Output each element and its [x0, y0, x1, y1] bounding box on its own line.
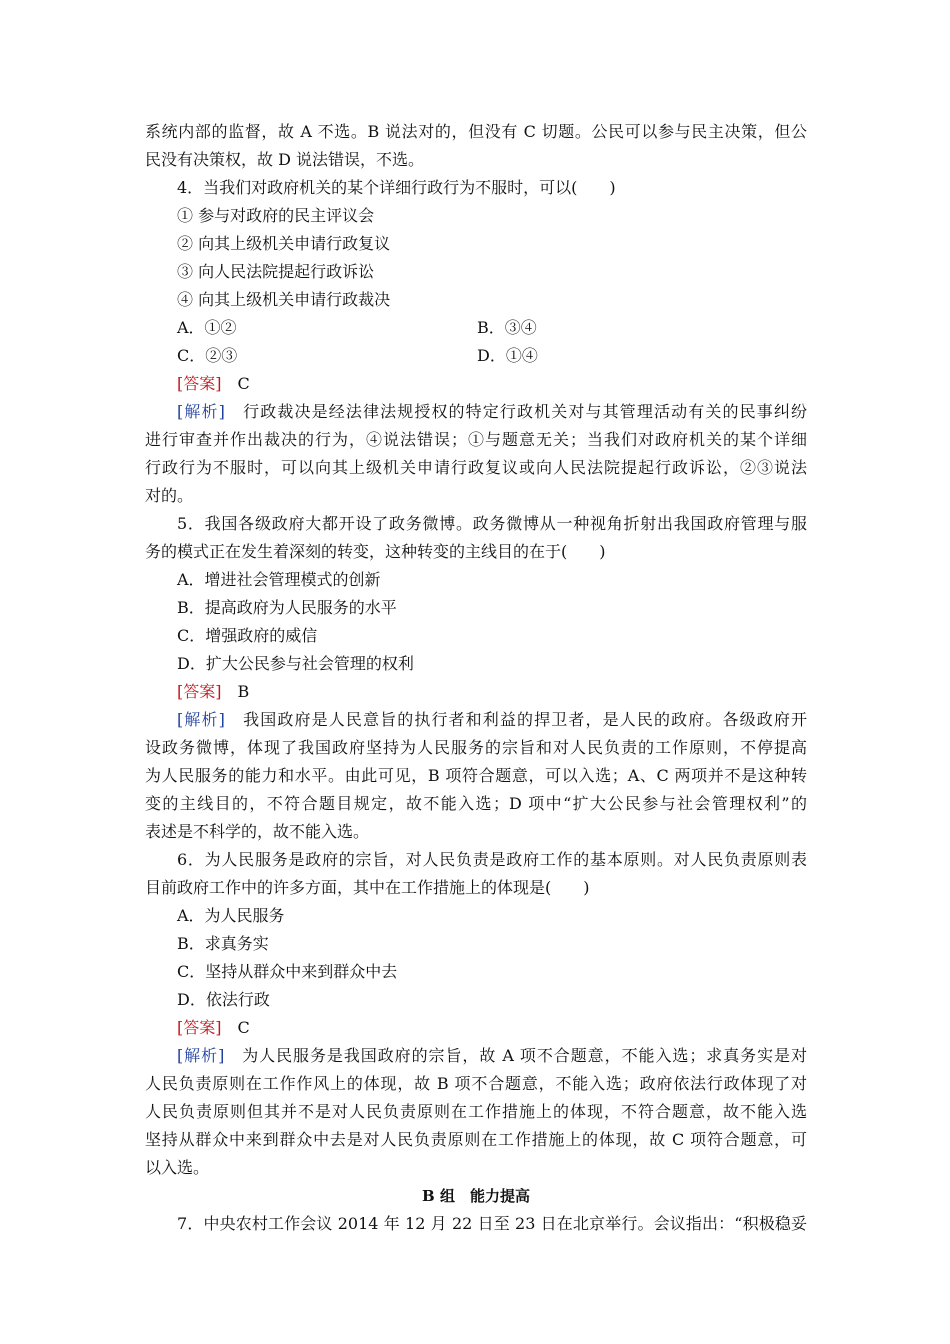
- q6-option: A．为人民服务: [177, 906, 285, 925]
- q4-option-a: A．①②: [177, 318, 237, 337]
- document-page: [145, 118, 807, 1238]
- q5-option: C．增强政府的威信: [177, 626, 318, 645]
- q4-item: ① 参与对政府的民主评议会: [177, 206, 375, 225]
- q4-item: ④ 向其上级机关申请行政裁决: [177, 290, 391, 309]
- q6-analysis-line: 人民负责原则在工作作风上的体现，故 B 项不合题意，不能入选；政府依法行政体现了对: [145, 1074, 807, 1093]
- q6-option: B．求真务实: [177, 934, 269, 953]
- intro-line: 系统内部的监督，故 A 不选。B 说法对的，但没有 C 切题。公民可以参与民主决策，但公: [145, 122, 807, 141]
- section-title: B 组 能力提高: [422, 1187, 530, 1205]
- q4-option-d: D．①④: [477, 346, 538, 365]
- q5-option: D．扩大公民参与社会管理的权利: [177, 654, 414, 673]
- q4-analysis-line: [145, 398, 807, 426]
- answer-tag: [答案]: [177, 682, 222, 701]
- q5-answer: [145, 678, 807, 706]
- analysis-text: 我国政府是人民意旨的执行者和利益的捍卫者，是人民的政府。各级政府开: [243, 710, 807, 729]
- q6-option: D．依法行政: [177, 990, 270, 1009]
- question-5-stem: 务的模式正在发生着深刻的转变，这种转变的主线目的在于( ): [145, 542, 606, 561]
- analysis-text: 为人民服务是我国政府的宗旨，故 A 项不合题意，不能入选；求真务实是对: [242, 1046, 807, 1065]
- answer-value: C: [237, 1018, 250, 1037]
- q4-options-row: [145, 342, 807, 370]
- q6-option: C．坚持从群众中来到群众中去: [177, 962, 398, 981]
- analysis-text: 行政裁决是经法律法规授权的特定行政机关对与其管理活动有关的民事纠纷: [243, 402, 807, 421]
- question-5-stem: 5．我国各级政府大都开设了政务微博。政务微博从一种视角折射出我国政府管理与服: [177, 514, 807, 533]
- answer-value: B: [237, 682, 250, 701]
- q4-analysis-line: 对的。: [145, 486, 194, 505]
- answer-tag: [答案]: [177, 1018, 222, 1037]
- q5-option: A．增进社会管理模式的创新: [177, 570, 381, 589]
- q5-analysis-line: 表述是不科学的，故不能入选。: [145, 822, 370, 841]
- q4-analysis-line: 行政行为不服时，可以向其上级机关申请行政复议或向人民法院提起行政诉讼，②③说法: [145, 458, 807, 477]
- question-7-stem: 7．中央农村工作会议 2014 年 12 月 22 日至 23 日在北京举行。会议指出：“积极稳妥: [177, 1214, 807, 1233]
- answer-value: C: [237, 374, 250, 393]
- q6-analysis-line: 人民负责原则但其并不是对人民负责原则在工作措施上的体现，不符合题意，故不能入选: [145, 1102, 807, 1121]
- q5-analysis-line: 为人民服务的能力和水平。由此可见，B 项符合题意，可以入选；A、C 两项并不是这种转: [145, 766, 807, 785]
- q4-options-row: [145, 314, 807, 342]
- q4-answer: [145, 370, 807, 398]
- analysis-tag: [解析]: [177, 1046, 225, 1065]
- question-4-stem: 4．当我们对政府机关的某个详细行政行为不服时，可以( ): [177, 178, 616, 197]
- q5-analysis-line: 设政务微博，体现了我国政府坚持为人民服务的宗旨和对人民负责的工作原则，不停提高: [145, 738, 807, 757]
- q6-analysis-line: 坚持从群众中来到群众中去是对人民负责原则在工作措施上的体现，故 C 项符合题意，可: [145, 1130, 807, 1149]
- question-6-stem: 6．为人民服务是政府的宗旨，对人民负责是政府工作的基本原则。对人民负责原则表: [177, 850, 807, 869]
- q4-analysis-line: 进行审查并作出裁决的行为，④说法错误；①与题意无关；当我们对政府机关的某个详细: [145, 430, 807, 449]
- q6-answer: [145, 1014, 807, 1042]
- q5-analysis-line: [145, 706, 807, 734]
- q4-option-b: B．③④: [477, 318, 537, 337]
- analysis-tag: [解析]: [177, 402, 225, 421]
- q5-analysis-line: 变的主线目的，不符合题目规定，故不能入选；D 项中“扩大公民参与社会管理权利”的: [145, 794, 807, 813]
- q6-analysis-line: [145, 1042, 807, 1070]
- q6-analysis-line: 以入选。: [145, 1158, 210, 1177]
- analysis-tag: [解析]: [177, 710, 225, 729]
- q4-item: ③ 向人民法院提起行政诉讼: [177, 262, 375, 281]
- question-6-stem: 目前政府工作中的许多方面，其中在工作措施上的体现是( ): [145, 878, 590, 897]
- q5-option: B．提高政府为人民服务的水平: [177, 598, 397, 617]
- intro-line: 民没有决策权，故 D 说法错误，不选。: [145, 150, 425, 169]
- q4-option-c: C．②③: [177, 346, 238, 365]
- q4-item: ② 向其上级机关申请行政复议: [177, 234, 391, 253]
- answer-tag: [答案]: [177, 374, 222, 393]
